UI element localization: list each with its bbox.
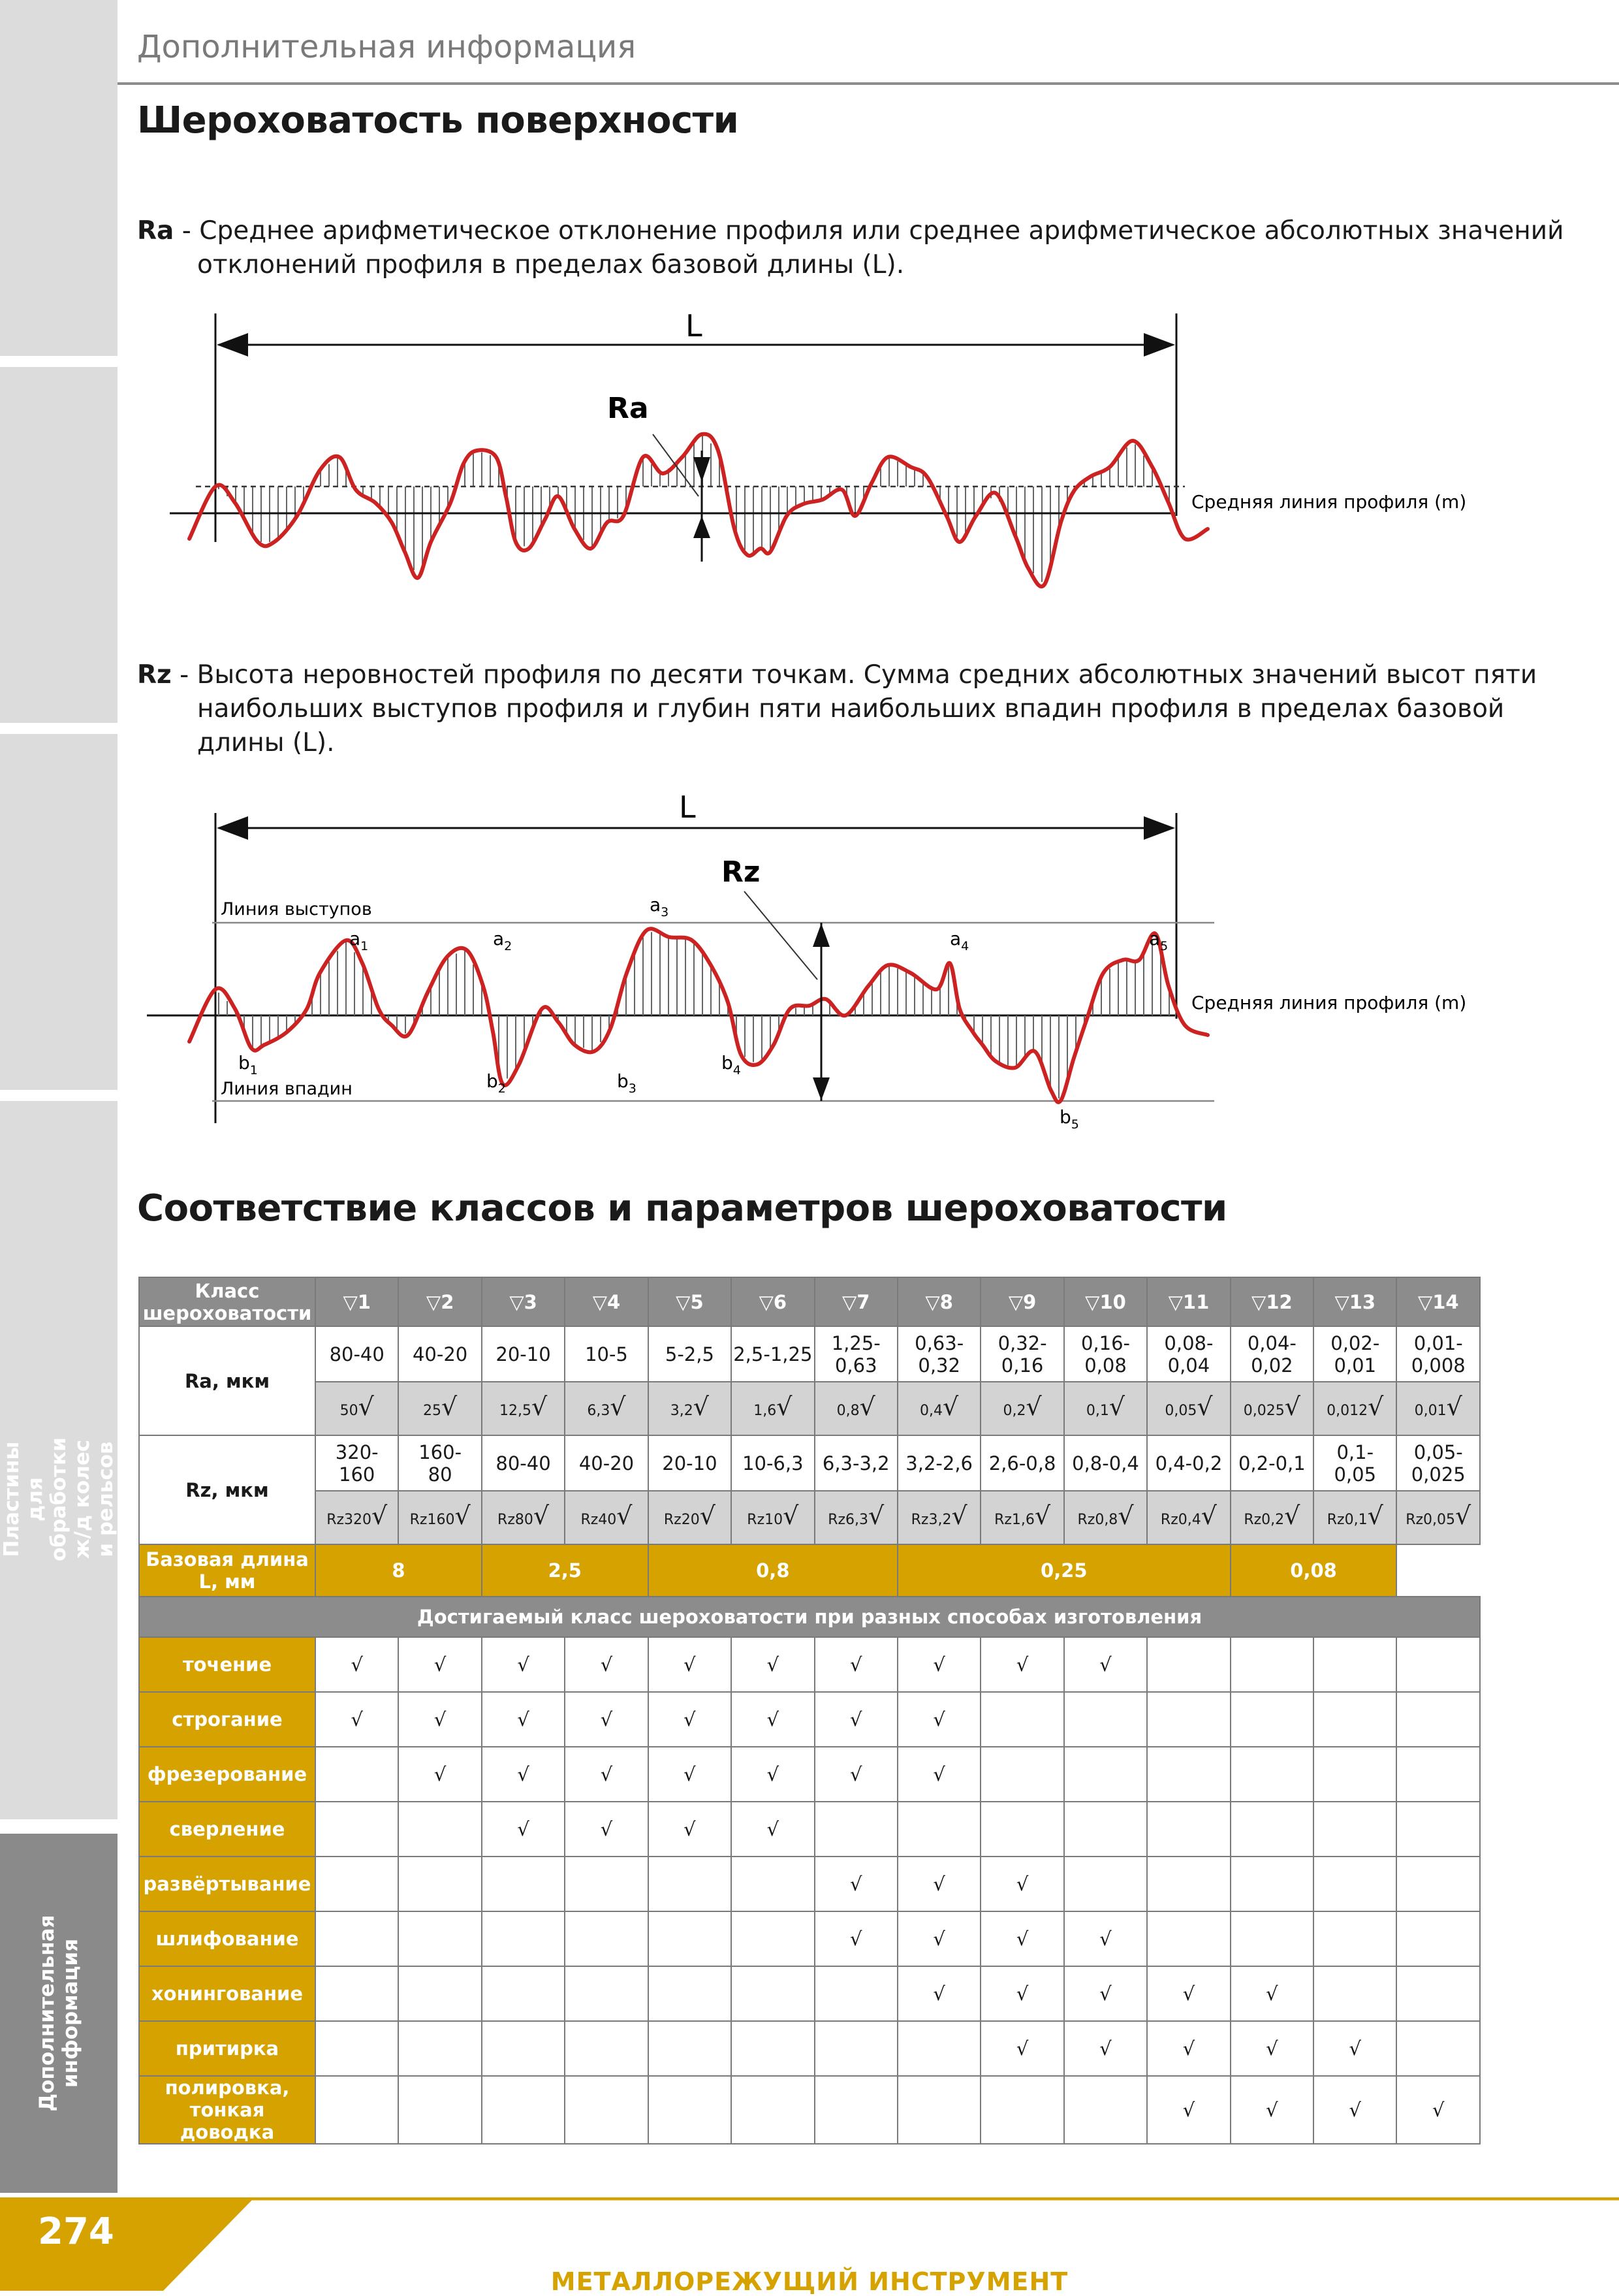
empty-cell <box>981 2076 1063 2144</box>
empty-cell <box>482 2021 565 2076</box>
peak-label-3: $a_3$ <box>650 894 669 919</box>
base-length-5: 0,08 <box>1231 1544 1397 1597</box>
valley-label-5: $b_5$ <box>1060 1106 1079 1132</box>
check-mark-icon: √ <box>731 1692 814 1747</box>
empty-cell <box>1313 1911 1396 1966</box>
ra-symbol-7: 0,8√ <box>815 1382 898 1435</box>
check-mark-icon: √ <box>898 1637 981 1692</box>
check-mark-icon: √ <box>898 1911 981 1966</box>
fig2-midline-label: Средняя линия профиля (m) <box>1191 992 1467 1013</box>
class-header-11: ▽11 <box>1147 1277 1230 1326</box>
empty-cell <box>565 1857 648 1911</box>
empty-cell <box>1064 2076 1147 2144</box>
check-mark-icon: √ <box>981 1637 1063 1692</box>
rz-value-7: 6,3-3,2 <box>815 1435 898 1491</box>
rz-value-4: 40-20 <box>565 1435 648 1491</box>
method-row <box>139 1857 1480 1911</box>
empty-cell <box>1147 1747 1230 1802</box>
empty-cell <box>731 2021 814 2076</box>
fig2-L: L <box>679 789 696 825</box>
rz-symbol-14: Rz0,05√ <box>1396 1491 1480 1544</box>
fig1-L: L <box>685 308 702 343</box>
ra-symbol-8: 0,4√ <box>898 1382 981 1435</box>
empty-cell <box>1147 1857 1230 1911</box>
empty-cell <box>898 1802 981 1857</box>
empty-cell <box>1313 1802 1396 1857</box>
rz-symbol-13: Rz0,1√ <box>1313 1491 1396 1544</box>
method-row <box>139 1747 1480 1802</box>
check-mark-icon: √ <box>1147 2076 1230 2144</box>
empty-cell <box>1396 1637 1480 1692</box>
ra-symbol-13: 0,012√ <box>1313 1382 1396 1435</box>
valley-label-4: $b_4$ <box>721 1052 741 1077</box>
rz-symbol-6: Rz10√ <box>731 1491 814 1544</box>
sidebar-tab-2[interactable] <box>0 367 118 723</box>
empty-cell <box>648 1966 731 2021</box>
base-length-label: Базовая длина L, мм <box>139 1544 315 1597</box>
ra-value-5: 5-2,5 <box>648 1326 731 1382</box>
empty-cell <box>315 1857 398 1911</box>
ra-symbol-9: 0,2√ <box>981 1382 1063 1435</box>
rz-symbol-5: Rz20√ <box>648 1491 731 1544</box>
empty-cell <box>315 1966 398 2021</box>
empty-cell <box>482 1966 565 2021</box>
check-mark-icon: √ <box>482 1802 565 1857</box>
empty-cell <box>1396 1911 1480 1966</box>
empty-cell <box>1147 1802 1230 1857</box>
check-mark-icon: √ <box>315 1637 398 1692</box>
ra-value-6: 2,5-1,25 <box>731 1326 814 1382</box>
empty-cell <box>1231 1692 1313 1747</box>
rz-label: Rz, мкм <box>139 1435 315 1544</box>
empty-cell <box>815 2076 898 2144</box>
ra-value-11: 0,08- 0,04 <box>1147 1326 1230 1382</box>
check-mark-icon: √ <box>648 1637 731 1692</box>
class-header-7: ▽7 <box>815 1277 898 1326</box>
empty-cell <box>315 1802 398 1857</box>
check-mark-icon: √ <box>898 1692 981 1747</box>
sidebar-tab-additional[interactable] <box>0 1834 118 2193</box>
rz-symbol-1: Rz320√ <box>315 1491 398 1544</box>
method-row <box>139 1966 1480 2021</box>
check-mark-icon: √ <box>398 1747 481 1802</box>
empty-cell <box>1064 1692 1147 1747</box>
rz-symbol-12: Rz0,2√ <box>1231 1491 1313 1544</box>
class-header-1: ▽1 <box>315 1277 398 1326</box>
empty-cell <box>648 2021 731 2076</box>
empty-cell <box>1147 1637 1230 1692</box>
method-name: сверление <box>139 1802 315 1857</box>
empty-cell <box>1313 1857 1396 1911</box>
valley-label-3: $b_3$ <box>617 1070 637 1096</box>
rz-value-13: 0,1- 0,05 <box>1313 1435 1396 1491</box>
peak-label-1: $a_1$ <box>349 928 369 953</box>
fig2-param: Rz <box>721 855 761 889</box>
empty-cell <box>1231 1802 1313 1857</box>
sidebar-tab-3[interactable] <box>0 734 118 1090</box>
class-header-9: ▽9 <box>981 1277 1063 1326</box>
empty-cell <box>398 1911 481 1966</box>
rz-value-1: 320- 160 <box>315 1435 398 1491</box>
section-title-classes: Соответствие классов и параметров шероховатости <box>137 1187 1227 1230</box>
check-mark-icon: √ <box>898 1966 981 2021</box>
method-name: строгание <box>139 1692 315 1747</box>
empty-cell <box>898 2021 981 2076</box>
rz-value-2: 160- 80 <box>398 1435 481 1491</box>
rz-symbol-10: Rz0,8√ <box>1064 1491 1147 1544</box>
ra-symbol-11: 0,05√ <box>1147 1382 1230 1435</box>
check-mark-icon: √ <box>981 2021 1063 2076</box>
empty-cell <box>1231 1747 1313 1802</box>
check-mark-icon: √ <box>565 1692 648 1747</box>
ra-symbol-10: 0,1√ <box>1064 1382 1147 1435</box>
rz-value-12: 0,2-0,1 <box>1231 1435 1313 1491</box>
check-mark-icon: √ <box>398 1692 481 1747</box>
empty-cell <box>815 1966 898 2021</box>
empty-cell <box>482 1911 565 1966</box>
class-header-label: Класс шероховатости <box>139 1277 315 1326</box>
empty-cell <box>981 1802 1063 1857</box>
ra-key: Ra <box>137 216 174 246</box>
peak-label-4: $a_4$ <box>950 928 969 953</box>
class-header-3: ▽3 <box>482 1277 565 1326</box>
empty-cell <box>1396 2021 1480 2076</box>
header-divider <box>118 82 1619 85</box>
rz-key: Rz <box>137 660 172 690</box>
rz-symbol-2: Rz160√ <box>398 1491 481 1544</box>
empty-cell <box>1147 1911 1230 1966</box>
rz-symbol-7: Rz6,3√ <box>815 1491 898 1544</box>
class-header-6: ▽6 <box>731 1277 814 1326</box>
method-name: фрезерование <box>139 1747 315 1802</box>
class-header-5: ▽5 <box>648 1277 731 1326</box>
empty-cell <box>981 1692 1063 1747</box>
empty-cell <box>1396 1966 1480 2021</box>
empty-cell <box>1396 1747 1480 1802</box>
base-length-1: 8 <box>315 1544 482 1597</box>
rz-value-10: 0,8-0,4 <box>1064 1435 1147 1491</box>
base-length-4: 0,25 <box>898 1544 1231 1597</box>
check-mark-icon: √ <box>731 1637 814 1692</box>
method-row <box>139 2076 1480 2144</box>
check-mark-icon: √ <box>482 1637 565 1692</box>
check-mark-icon: √ <box>981 1911 1063 1966</box>
rz-symbol-3: Rz80√ <box>482 1491 565 1544</box>
empty-cell <box>1313 1747 1396 1802</box>
sidebar-tab-1[interactable] <box>0 0 118 356</box>
method-row <box>139 1637 1480 1692</box>
check-mark-icon: √ <box>815 1692 898 1747</box>
empty-cell <box>398 2021 481 2076</box>
ra-symbol-14: 0,01√ <box>1396 1382 1480 1435</box>
class-header-4: ▽4 <box>565 1277 648 1326</box>
ra-value-9: 0,32- 0,16 <box>981 1326 1063 1382</box>
rz-symbol-4: Rz40√ <box>565 1491 648 1544</box>
check-mark-icon: √ <box>1313 2021 1396 2076</box>
check-mark-icon: √ <box>1064 1966 1147 2021</box>
rz-value-3: 80-40 <box>482 1435 565 1491</box>
method-name: развёртывание <box>139 1857 315 1911</box>
ra-value-13: 0,02- 0,01 <box>1313 1326 1396 1382</box>
empty-cell <box>565 1966 648 2021</box>
fig1-param: Ra <box>607 392 649 425</box>
valley-label-1: $b_1$ <box>238 1052 258 1077</box>
rz-value-6: 10-6,3 <box>731 1435 814 1491</box>
class-header-13: ▽13 <box>1313 1277 1396 1326</box>
ra-symbol-1: 50√ <box>315 1382 398 1435</box>
check-mark-icon: √ <box>648 1802 731 1857</box>
rz-def-line3: длины (L). <box>197 728 335 757</box>
sidebar-tab-rail-label: Пластины для обработки ж/д колес и рельсов <box>0 1437 118 1561</box>
rz-value-14: 0,05- 0,025 <box>1396 1435 1480 1491</box>
rz-symbol-9: Rz1,6√ <box>981 1491 1063 1544</box>
ra-profile-diagram <box>118 294 1488 601</box>
check-mark-icon: √ <box>565 1637 648 1692</box>
ra-value-10: 0,16- 0,08 <box>1064 1326 1147 1382</box>
sidebar-tab-rail[interactable] <box>0 1101 118 1819</box>
check-mark-icon: √ <box>731 1747 814 1802</box>
fig2-peaks-label: Линия выступов <box>221 899 372 919</box>
ra-value-4: 10-5 <box>565 1326 648 1382</box>
empty-cell <box>1313 1692 1396 1747</box>
check-mark-icon: √ <box>648 1747 731 1802</box>
rz-symbol-8: Rz3,2√ <box>898 1491 981 1544</box>
check-mark-icon: √ <box>315 1692 398 1747</box>
check-mark-icon: √ <box>898 1747 981 1802</box>
empty-cell <box>981 1747 1063 1802</box>
ra-def-line1: - Среднее арифметическое отклонение профиля или среднее арифметическое абсолютных значений <box>174 216 1564 246</box>
ra-value-14: 0,01- 0,008 <box>1396 1326 1480 1382</box>
class-header-14: ▽14 <box>1396 1277 1480 1326</box>
empty-cell <box>1147 1692 1230 1747</box>
empty-cell <box>731 1911 814 1966</box>
empty-cell <box>565 2076 648 2144</box>
check-mark-icon: √ <box>1231 2021 1313 2076</box>
ra-symbol-2: 25√ <box>398 1382 481 1435</box>
rz-value-9: 2,6-0,8 <box>981 1435 1063 1491</box>
class-header-12: ▽12 <box>1231 1277 1313 1326</box>
empty-cell <box>315 1747 398 1802</box>
method-name: полировка, тонкая доводка <box>139 2076 315 2144</box>
method-name: точение <box>139 1637 315 1692</box>
ra-symbol-12: 0,025√ <box>1231 1382 1313 1435</box>
ra-definition <box>137 214 1564 282</box>
empty-cell <box>565 2021 648 2076</box>
rz-definition <box>137 658 1537 760</box>
method-row <box>139 1802 1480 1857</box>
empty-cell <box>315 1911 398 1966</box>
ra-symbol-6: 1,6√ <box>731 1382 814 1435</box>
empty-cell <box>1064 1747 1147 1802</box>
ra-label: Ra, мкм <box>139 1326 315 1435</box>
class-header-2: ▽2 <box>398 1277 481 1326</box>
section-header: Дополнительная информация <box>137 29 637 65</box>
empty-cell <box>1396 1692 1480 1747</box>
rz-value-8: 3,2-2,6 <box>898 1435 981 1491</box>
empty-cell <box>815 2021 898 2076</box>
empty-cell <box>315 2076 398 2144</box>
sidebar-tab-additional-label: Дополнительная информация <box>35 1915 82 2112</box>
valley-label-2: $b_2$ <box>486 1070 506 1096</box>
ra-value-12: 0,04- 0,02 <box>1231 1326 1313 1382</box>
empty-cell <box>315 2021 398 2076</box>
footer-brand: МЕТАЛЛОРЕЖУЩИЙ ИНСТРУМЕНТ <box>550 2267 1069 2296</box>
peak-label-2: $a_2$ <box>493 928 512 953</box>
check-mark-icon: √ <box>1396 2076 1480 2144</box>
rz-value-5: 20-10 <box>648 1435 731 1491</box>
rz-def-line1: - Высота неровностей профиля по десяти точкам. Сумма средних абсолютных значений высот пяти <box>171 660 1537 690</box>
check-mark-icon: √ <box>1147 2021 1230 2076</box>
rz-profile-diagram <box>118 784 1488 1149</box>
empty-cell <box>1064 1802 1147 1857</box>
ra-def-line2: отклонений профиля в пределах базовой длины (L). <box>197 250 905 279</box>
check-mark-icon: √ <box>565 1802 648 1857</box>
check-mark-icon: √ <box>1147 1966 1230 2021</box>
fig1-midline-label: Средняя линия профиля (m) <box>1191 491 1467 513</box>
ra-value-2: 40-20 <box>398 1326 481 1382</box>
ra-symbol-3: 12,5√ <box>482 1382 565 1435</box>
empty-cell <box>398 2076 481 2144</box>
check-mark-icon: √ <box>1064 1911 1147 1966</box>
empty-cell <box>398 1802 481 1857</box>
empty-cell <box>731 2076 814 2144</box>
rz-symbol-11: Rz0,4√ <box>1147 1491 1230 1544</box>
methods-banner: Достигаемый класс шероховатости при разных способах изготовления <box>139 1597 1480 1637</box>
ra-symbol-4: 6,3√ <box>565 1382 648 1435</box>
method-name: хонингование <box>139 1966 315 2021</box>
empty-cell <box>898 2076 981 2144</box>
method-row <box>139 1911 1480 1966</box>
base-length-3: 0,8 <box>648 1544 898 1597</box>
rz-def-line2: наибольших выступов профиля и глубин пяти наибольших впадин профиля в пределах базовой <box>197 694 1505 724</box>
check-mark-icon: √ <box>815 1857 898 1911</box>
empty-cell <box>731 1966 814 2021</box>
method-row <box>139 2021 1480 2076</box>
check-mark-icon: √ <box>731 1802 814 1857</box>
peak-label-5: $a_5$ <box>1149 928 1169 953</box>
ra-value-7: 1,25- 0,63 <box>815 1326 898 1382</box>
method-name: притирка <box>139 2021 315 2076</box>
check-mark-icon: √ <box>482 1747 565 1802</box>
check-mark-icon: √ <box>981 1966 1063 2021</box>
empty-cell <box>731 1857 814 1911</box>
base-length-2: 2,5 <box>482 1544 648 1597</box>
empty-cell <box>482 2076 565 2144</box>
empty-cell <box>648 1911 731 1966</box>
empty-cell <box>482 1857 565 1911</box>
page-number: 274 <box>38 2210 114 2253</box>
method-row <box>139 1692 1480 1747</box>
fig2-valleys-label: Линия впадин <box>221 1079 353 1099</box>
class-header-8: ▽8 <box>898 1277 981 1326</box>
ra-value-3: 20-10 <box>482 1326 565 1382</box>
ra-value-1: 80-40 <box>315 1326 398 1382</box>
check-mark-icon: √ <box>398 1637 481 1692</box>
check-mark-icon: √ <box>1231 1966 1313 2021</box>
check-mark-icon: √ <box>648 1692 731 1747</box>
check-mark-icon: √ <box>565 1747 648 1802</box>
empty-cell <box>1231 1637 1313 1692</box>
check-mark-icon: √ <box>1231 2076 1313 2144</box>
roughness-table <box>138 1277 1481 2145</box>
check-mark-icon: √ <box>815 1911 898 1966</box>
empty-cell <box>648 2076 731 2144</box>
method-name: шлифование <box>139 1911 315 1966</box>
empty-cell <box>1396 1857 1480 1911</box>
empty-cell <box>398 1857 481 1911</box>
empty-cell <box>398 1966 481 2021</box>
check-mark-icon: √ <box>1064 1637 1147 1692</box>
ra-symbol-5: 3,2√ <box>648 1382 731 1435</box>
empty-cell <box>1231 1911 1313 1966</box>
empty-cell <box>648 1857 731 1911</box>
check-mark-icon: √ <box>482 1692 565 1747</box>
check-mark-icon: √ <box>1064 2021 1147 2076</box>
check-mark-icon: √ <box>1313 2076 1396 2144</box>
empty-cell <box>1313 1966 1396 2021</box>
ra-value-8: 0,63- 0,32 <box>898 1326 981 1382</box>
check-mark-icon: √ <box>815 1747 898 1802</box>
page-title: Шероховатость поверхности <box>137 99 739 142</box>
rz-value-11: 0,4-0,2 <box>1147 1435 1230 1491</box>
empty-cell <box>1064 1857 1147 1911</box>
empty-cell <box>1396 1802 1480 1857</box>
check-mark-icon: √ <box>981 1857 1063 1911</box>
class-header-10: ▽10 <box>1064 1277 1147 1326</box>
empty-cell <box>1231 1857 1313 1911</box>
empty-cell <box>565 1911 648 1966</box>
check-mark-icon: √ <box>898 1857 981 1911</box>
check-mark-icon: √ <box>815 1637 898 1692</box>
empty-cell <box>815 1802 898 1857</box>
empty-cell <box>1313 1637 1396 1692</box>
